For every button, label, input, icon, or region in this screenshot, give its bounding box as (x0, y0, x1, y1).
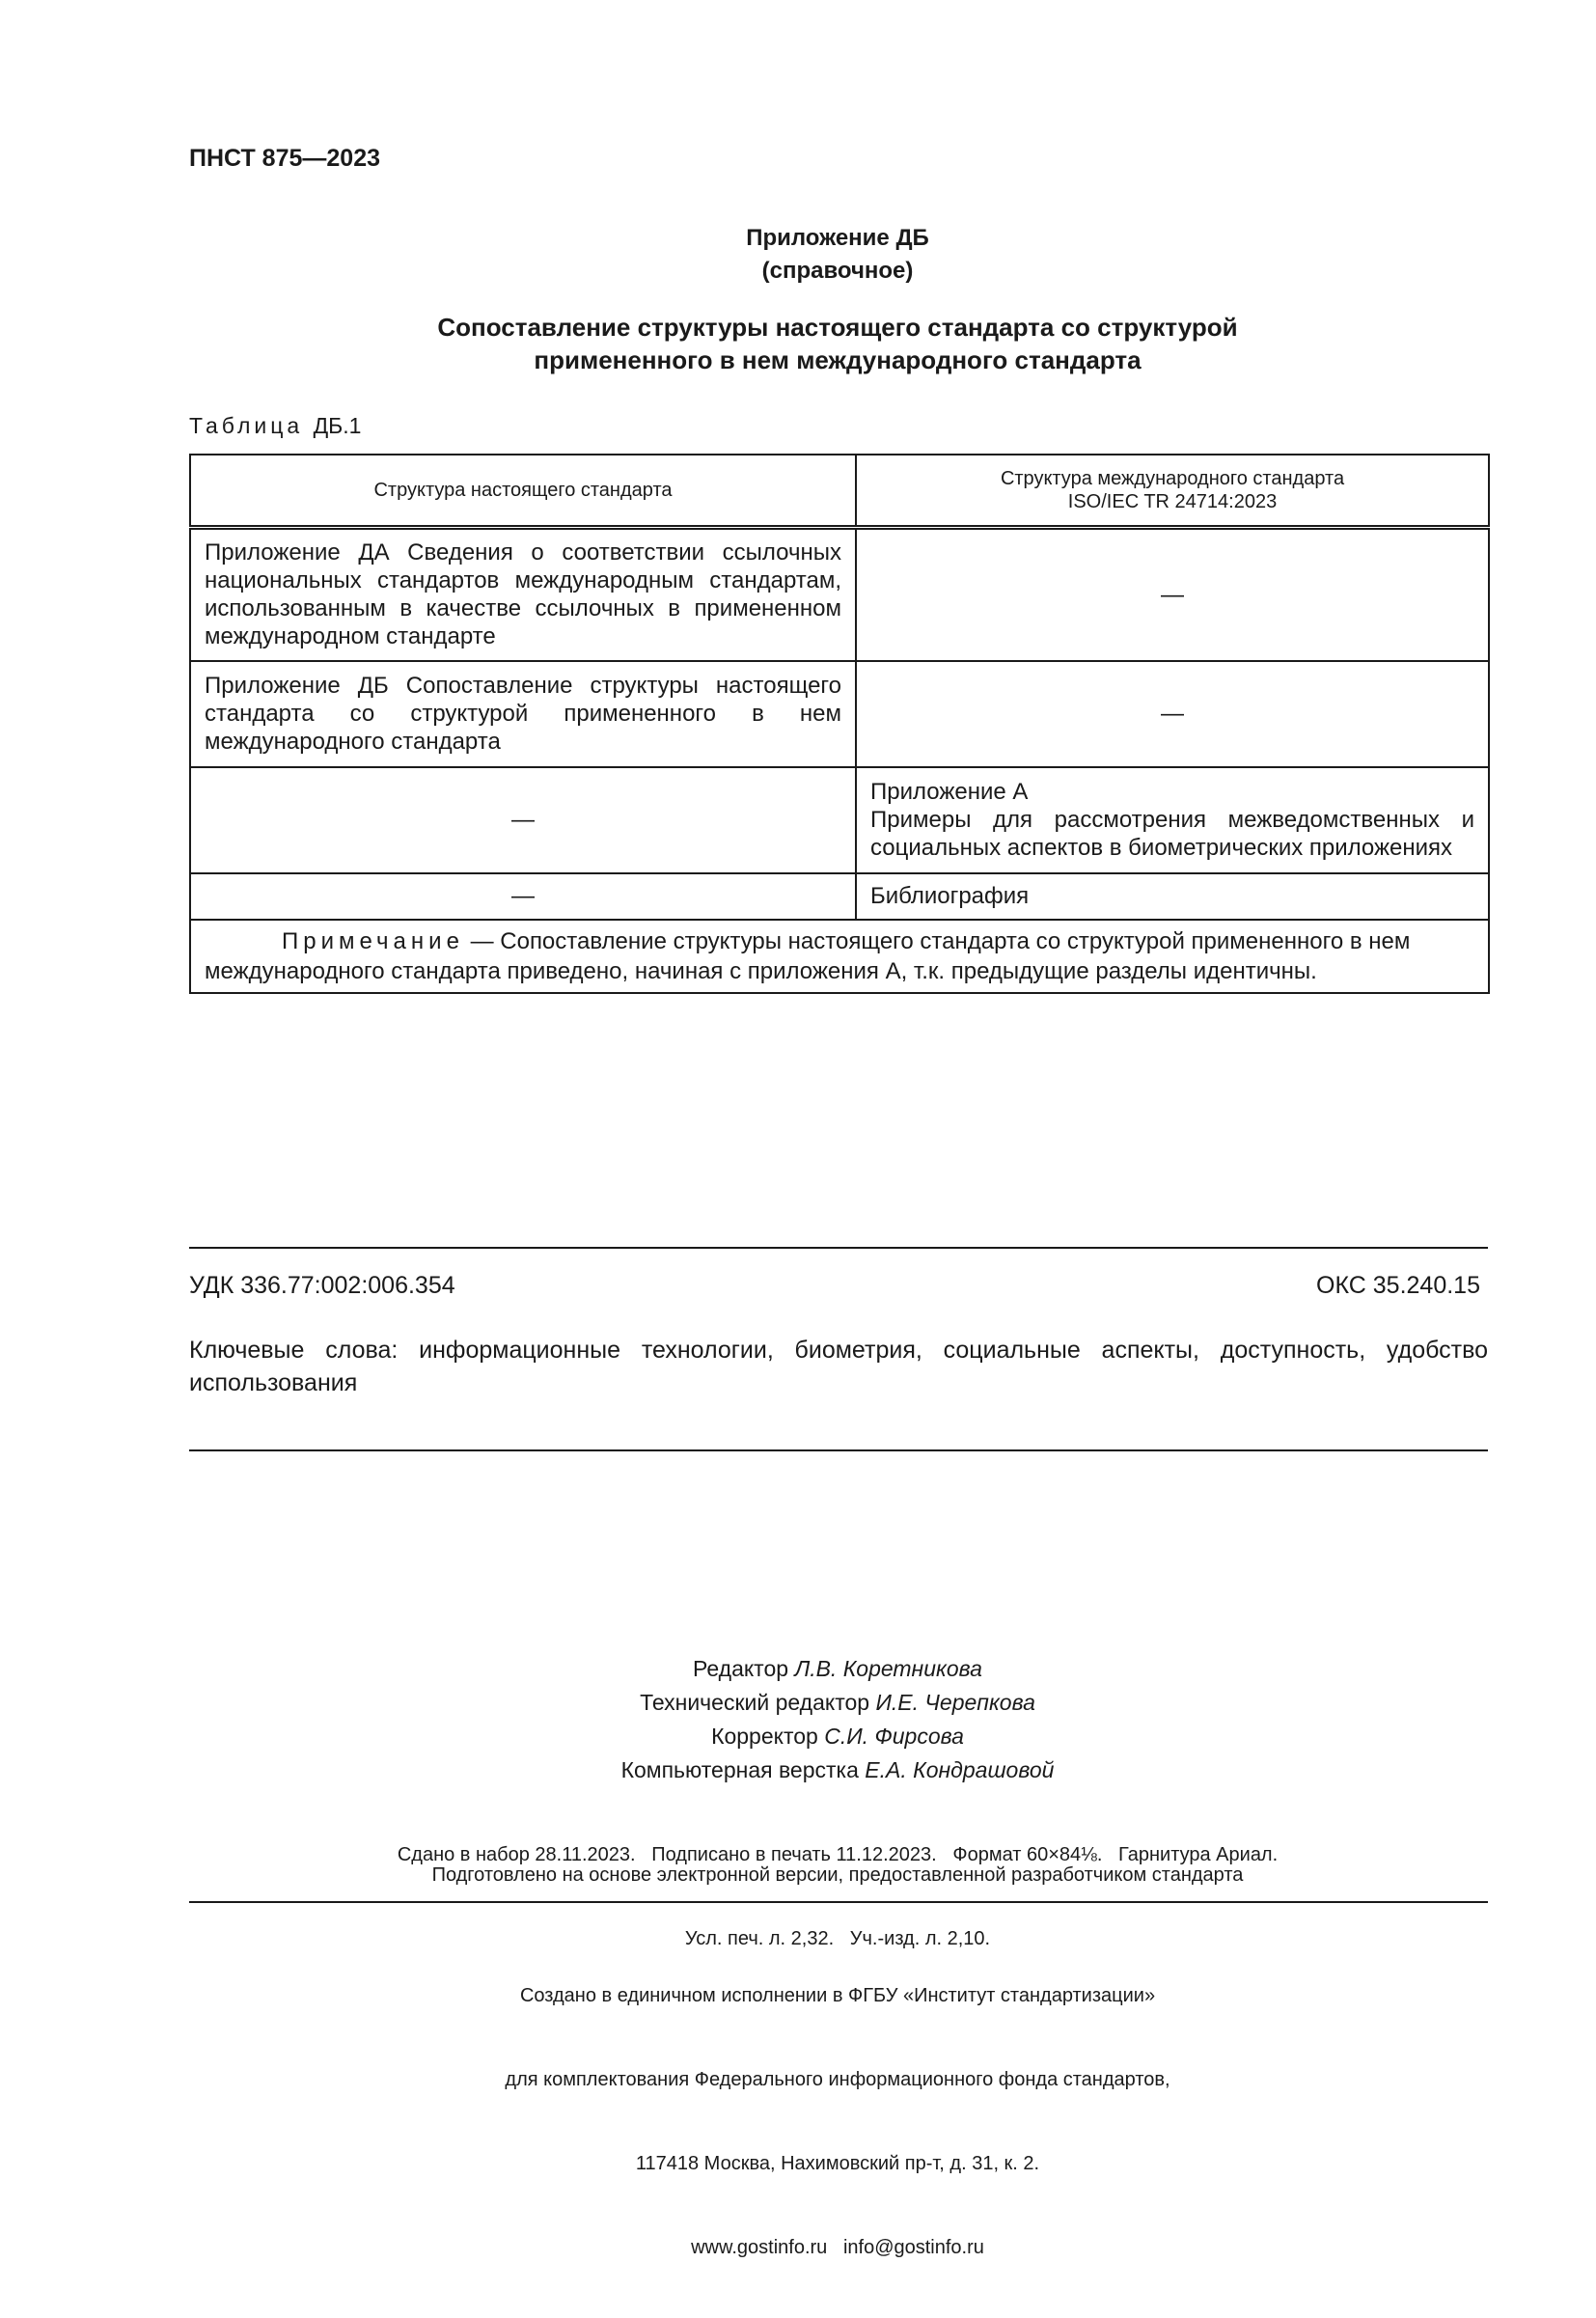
row3-right-line2: Примеры для рассмотрения межведомственных и социальных аспектов в биометрических приложениях (870, 807, 1474, 861)
credit-role: Технический редактор (640, 1690, 870, 1715)
credit-role: Корректор (711, 1724, 818, 1749)
row2-right: — (856, 661, 1489, 767)
keywords: Ключевые слова: информационные технологии, биометрия, социальные аспекты, доступность, удобство использования (189, 1337, 1488, 1396)
credit-name: С.И. Фирсова (824, 1724, 964, 1749)
credit-proofreader (189, 1720, 1486, 1753)
table-label-number: ДБ.1 (313, 413, 362, 438)
credit-name: Е.А. Кондрашовой (865, 1757, 1055, 1782)
note-text: — Сопоставление структуры настоящего стандарта со структурой примененного в нем международного стандарта приведено, начиная с приложения А, т.к. предыдущие разделы идентичны. (205, 927, 1411, 984)
divider-bottom (189, 1449, 1488, 1451)
row3-right-line1: Приложение А (870, 779, 1029, 805)
credit-role: Редактор (693, 1656, 789, 1681)
row3-left: — (190, 767, 856, 873)
credit-role: Компьютерная верстка (620, 1757, 859, 1782)
table-row (190, 528, 1489, 661)
table-header-row (190, 455, 1489, 528)
table-row (190, 873, 1489, 920)
created-line4: www.gostinfo.ru info@gostinfo.ru (691, 2237, 984, 2258)
credit-tech-editor (189, 1686, 1486, 1720)
credit-layout (189, 1753, 1486, 1787)
document-code: ПНСТ 875—2023 (189, 145, 380, 172)
col2-header (856, 455, 1489, 528)
created-line2: для комплектования Федерального информационного фонда стандартов, (505, 2069, 1170, 2090)
credits-block (189, 1652, 1486, 1787)
note-label: Примечание (282, 927, 464, 954)
table-note (190, 920, 1489, 993)
annex-heading-line2: примененного в нем международного стандарта (534, 345, 1142, 374)
annex-title-line2: (справочное) (761, 258, 914, 284)
credit-name: И.Е. Черепкова (875, 1690, 1035, 1715)
row4-right: Библиография (856, 873, 1489, 920)
row3-right (856, 767, 1489, 873)
created-line1: Создано в единичном исполнении в ФГБУ «Институт стандартизации» (519, 1985, 1156, 2006)
col2-header-line2: ISO/IEC TR 24714:2023 (1067, 491, 1278, 512)
table-row (190, 767, 1489, 873)
print-info-line1: Сдано в набор 28.11.2023. Подписано в печать 11.12.2023. Формат 60×84⅛. Гарнитура Ариал. (397, 1844, 1279, 1865)
annex-heading (189, 311, 1486, 376)
annex-title-line1: Приложение ДБ (746, 225, 929, 251)
print-info-line2: Усл. печ. л. 2,32. Уч.-изд. л. 2,10. (684, 1928, 991, 1949)
created-line3: 117418 Москва, Нахимовский пр-т, д. 31, к. 2. (635, 2153, 1040, 2174)
row4-left: — (190, 873, 856, 920)
structure-comparison-table (189, 454, 1490, 994)
table-label (189, 413, 361, 439)
row1-right: — (856, 528, 1489, 661)
udk-code: УДК 336.77:002:006.354 (189, 1272, 455, 1299)
divider-footer (189, 1901, 1488, 1903)
row2-left: Приложение ДБ Сопоставление структуры настоящего стандарта со структурой примененного в нем международного стандарта (190, 661, 856, 767)
created-block (189, 1926, 1486, 2318)
col1-header: Структура настоящего стандарта (190, 455, 856, 528)
annex-title (189, 222, 1486, 288)
divider-top (189, 1247, 1488, 1249)
prepared-note: Подготовлено на основе электронной версии, предоставленной разработчиком стандарта (431, 1864, 1244, 1886)
table-note-row (190, 920, 1489, 993)
oks-code: ОКС 35.240.15 (1316, 1272, 1480, 1299)
credit-editor (189, 1652, 1486, 1686)
table-label-prefix: Таблица (189, 413, 304, 438)
credit-name: Л.В. Коретникова (794, 1656, 982, 1681)
row1-left: Приложение ДА Сведения о соответствии ссылочных национальных стандартов международным стандартам, использованным в качестве ссылочных в примененном международном стандарте (190, 528, 856, 661)
annex-heading-line1: Сопоставление структуры настоящего стандарта со структурой (437, 313, 1238, 342)
table-row (190, 661, 1489, 767)
col2-header-line1: Структура международного стандарта (1000, 468, 1345, 489)
